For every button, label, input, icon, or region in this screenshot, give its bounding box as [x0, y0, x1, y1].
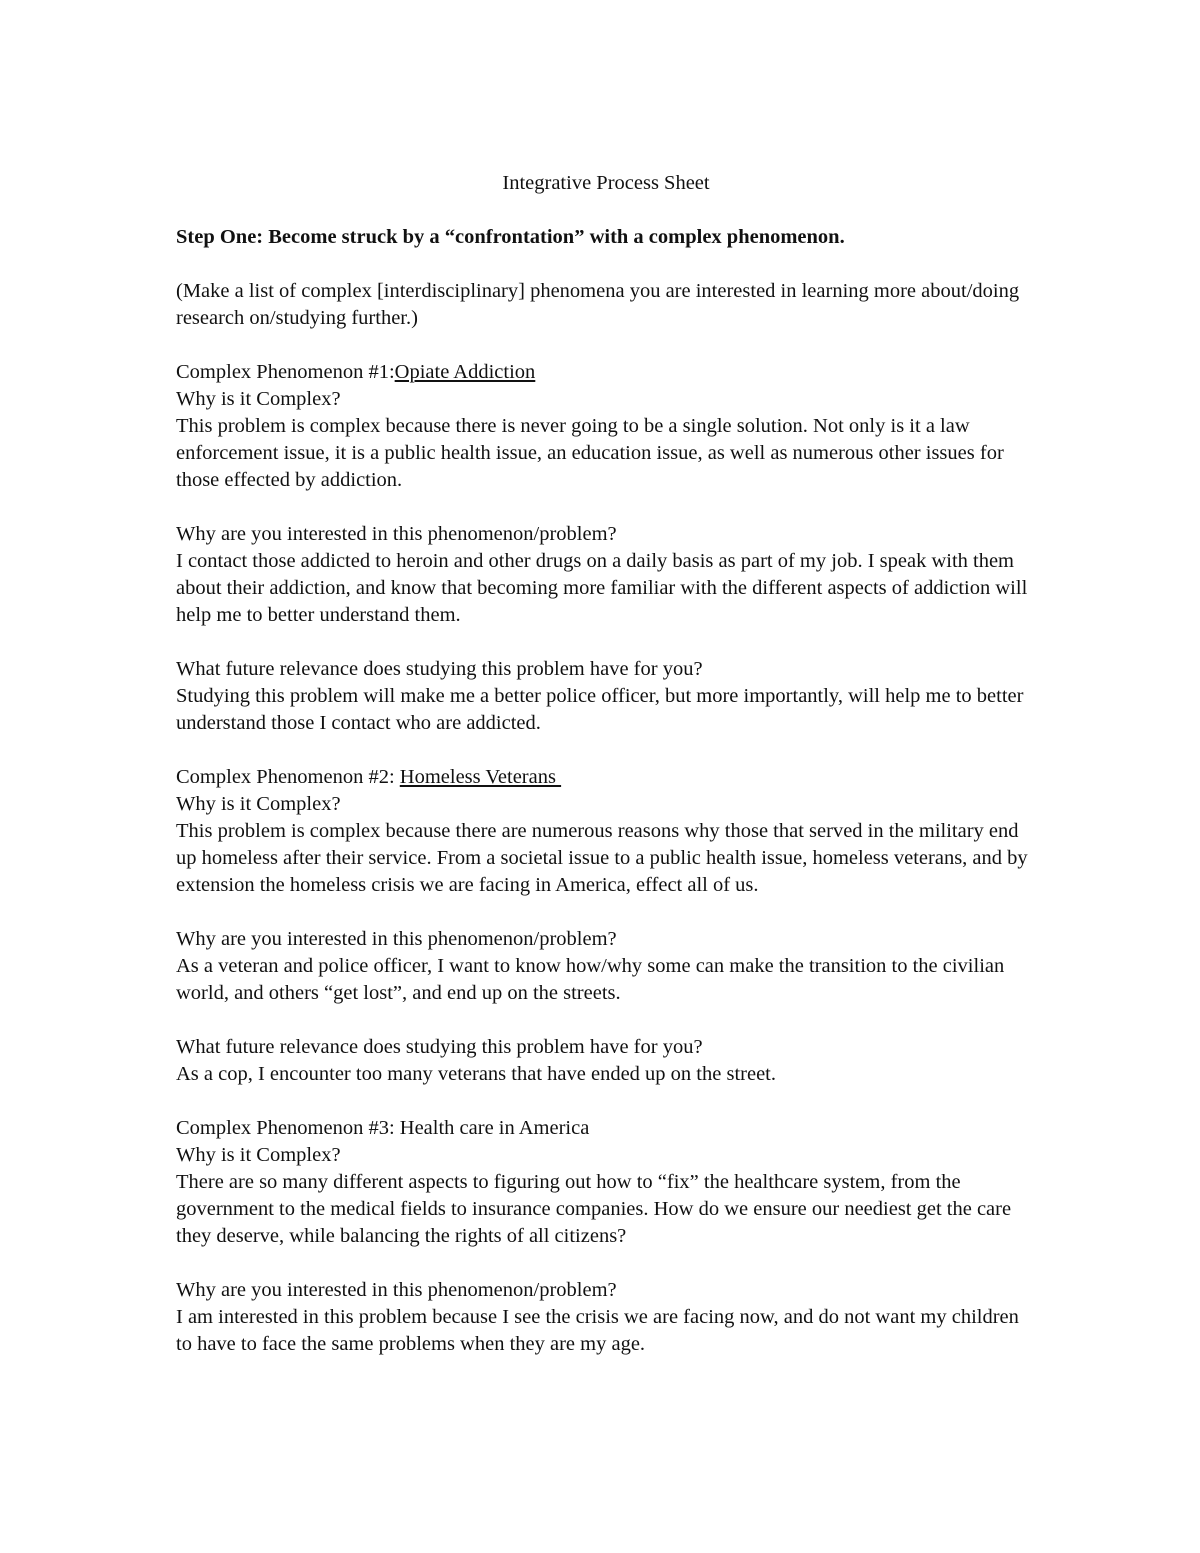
- phenomenon-heading: [176, 764, 1036, 791]
- spacer: [176, 1088, 1036, 1115]
- spacer: [176, 629, 1036, 656]
- relevance-question: What future relevance does studying this problem have for you?: [176, 1036, 703, 1058]
- phenomenon-label: Complex Phenomenon #2:: [176, 766, 400, 788]
- instructions: (Make a list of complex [interdisciplinary] phenomena you are interested in learning more about/doing research on/studying further.): [176, 280, 1020, 329]
- interest-question: Why are you interested in this phenomenon/problem?: [176, 1279, 617, 1301]
- why-complex-answer: There are so many different aspects to figuring out how to “fix” the healthcare system, from the government to the medical fields to insurance companies. How do we ensure our neediest get the care they deserve, while balancing the rights of all citizens?: [176, 1171, 1012, 1247]
- phenomenon-2: [176, 764, 1036, 1088]
- phenomenon-3: [176, 1115, 1036, 1358]
- spacer: [176, 737, 1036, 764]
- interest-answer: I am interested in this problem because I see the crisis we are facing now, and do not want my children to have to face the same problems when they are my age.: [176, 1306, 1019, 1355]
- phenomenon-heading: Complex Phenomenon #3: Health care in America: [176, 1117, 590, 1139]
- phenomenon-1: [176, 359, 1036, 737]
- why-complex-question: Why is it Complex?: [176, 388, 341, 410]
- interest-question: Why are you interested in this phenomenon/problem?: [176, 523, 617, 545]
- spacer: [176, 899, 1036, 926]
- interest-question: Why are you interested in this phenomenon/problem?: [176, 928, 617, 950]
- phenomenon-topic: Opiate Addiction: [394, 361, 536, 383]
- why-complex-question: Why is it Complex?: [176, 1144, 341, 1166]
- step-heading: Step One: Become struck by a “confrontation” with a complex phenomenon.: [176, 226, 845, 248]
- why-complex-question: Why is it Complex?: [176, 793, 341, 815]
- document-title: Integrative Process Sheet: [502, 172, 710, 194]
- document-body: [176, 170, 1036, 1358]
- phenomenon-label: Complex Phenomenon #1:: [176, 361, 395, 383]
- why-complex-answer: This problem is complex because there are numerous reasons why those that served in the military end up homeless after their service. From a societal issue to a public health issue, homeless veterans, and by extension the homeless crisis we are facing in America, effect all of us.: [176, 820, 1028, 896]
- phenomenon-heading: [176, 359, 1036, 386]
- relevance-question: What future relevance does studying this problem have for you?: [176, 658, 703, 680]
- spacer: [176, 251, 1036, 278]
- phenomenon-topic: Homeless Veterans: [399, 766, 562, 788]
- spacer: [176, 494, 1036, 521]
- spacer: [176, 1250, 1036, 1277]
- relevance-answer: Studying this problem will make me a better police officer, but more importantly, will help me to better understand those I contact who are addicted.: [176, 685, 1024, 734]
- relevance-answer: As a cop, I encounter too many veterans that have ended up on the street.: [176, 1063, 776, 1085]
- interest-answer: As a veteran and police officer, I want to know how/why some can make the transition to the civilian world, and others “get lost”, and end up on the streets.: [176, 955, 1005, 1004]
- why-complex-answer: This problem is complex because there is never going to be a single solution. Not only is it a law enforcement issue, it is a public health issue, an education issue, as well as numerous other issues for those effected by addiction.: [176, 415, 1004, 491]
- spacer: [176, 1007, 1036, 1034]
- interest-answer: I contact those addicted to heroin and other drugs on a daily basis as part of my job. I speak with them about their addiction, and know that becoming more familiar with the different aspects of addiction will help me to better understand them.: [176, 550, 1028, 626]
- spacer: [176, 332, 1036, 359]
